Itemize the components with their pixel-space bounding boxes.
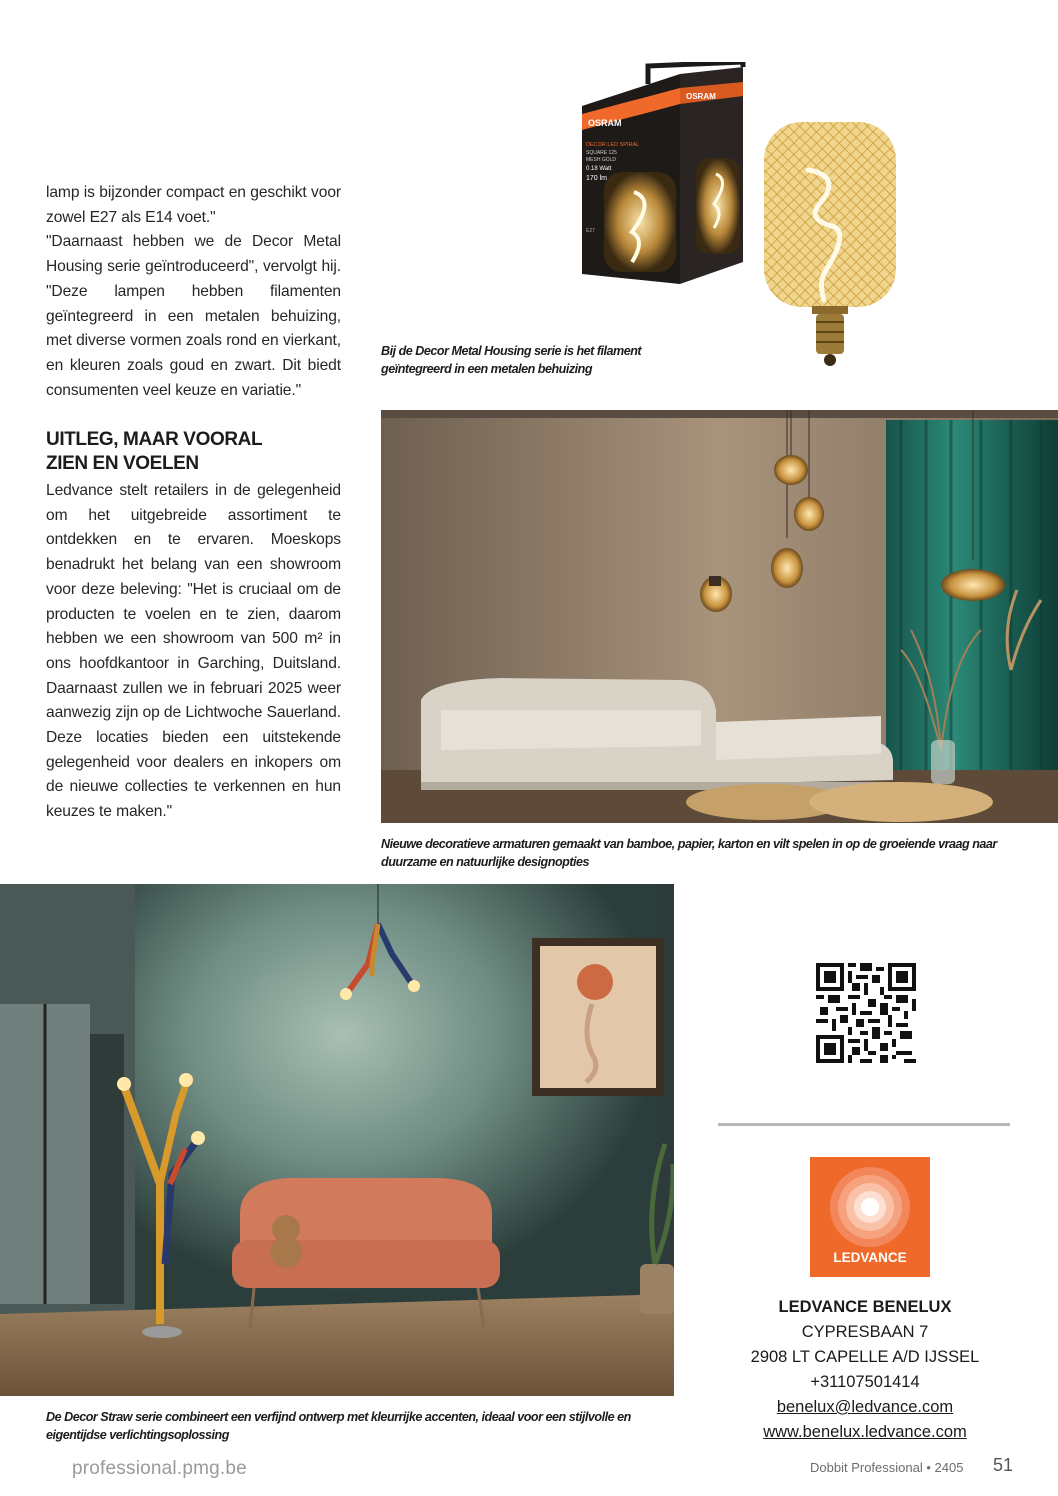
contact-city: 2908 LT CAPELLE A/D IJSSEL [750,1348,980,1366]
section-heading-line-2: ZIEN EN VOELEN [46,453,199,474]
contact-website-link[interactable]: www.benelux.ledvance.com [763,1423,967,1441]
page-number: 51 [993,1455,1014,1475]
living-room-photo [381,410,1058,823]
body-paragraph: Ledvance stelt retailers in de gelegenheid om het uitgebreide assortiment te ontdekken en te ervaren. Moeskops benadrukt het belang van een showroom voor deze beleving: "Het is cruciaal om de producten te voelen en te zien, daarom hebben we een showroom van 500 m² in ons hoofdkantoor in Garching, Duitsland. Daarnaast zullen we in februari 2025 weer aanwezig zijn op de Lichtwoche Sauerland. Deze locaties bieden een uitstekende gelegenheid voor dealers en inkopers om de nieuwe collecties te verkennen en hun keuzes te maken." [46,482,341,821]
box-watt: 0.18 Watt [586,166,612,172]
box-line-3: MESH GOLD [586,157,617,163]
mesh-bulb-image [760,120,900,368]
box-line-1: DECOR LED SPIRAL [586,142,640,148]
footer-issue: Dobbit Professional • 2405 [810,1460,964,1475]
straw-photo [0,884,674,1396]
caption-living-room: Nieuwe decoratieve armaturen gemaakt van bamboe, papier, karton en vilt spelen in op de groeiende vraag naar duurzame en natuurlijke designopties [381,837,997,869]
box-line-2: SQUARE 125 [586,150,617,156]
box-lumen: 170 lm [586,175,608,182]
contact-email-link[interactable]: benelux@ledvance.com [776,1398,954,1416]
contact-street: CYPRESBAAN 7 [801,1323,929,1341]
caption-straw: De Decor Straw serie combineert een verfijnd ontwerp met kleurrijke accenten, ideaal voor een stijlvolle en eigentijdse verlichtingsoplossing [46,1410,631,1442]
intro-paragraph-2: "Daarnaast hebben we de Decor Metal Housing serie geïntroduceerd", vervolgt hij. "Deze lampen hebben filamenten geïntegreerd in een metalen behuizing, met diverse vormen zoals rond en vierkant, en kleuren zoals goud en zwart. Dit biedt consumenten veel keuze en variatie." [46,233,341,399]
intro-text [46,181,341,403]
contact-phone: +31107501414 [810,1373,920,1391]
qr-code[interactable] [816,963,916,1063]
section-heading [46,428,346,476]
ledvance-logo [810,1157,930,1277]
contact-company: LEDVANCE BENELUX [778,1298,952,1316]
section-heading-line-1: UITLEG, MAAR VOORAL [46,429,263,450]
logo-text: LEDVANCE [833,1250,907,1265]
divider [718,1123,1010,1126]
footer-site[interactable]: professional.pmg.be [72,1458,247,1479]
product-box-image [578,62,778,292]
caption-metal-housing: Bij de Decor Metal Housing serie is het filament geïntegreerd in een metalen behuizing [381,344,642,376]
intro-paragraph-1: lamp is bijzonder compact en geschikt voor zowel E27 als E14 voet." [46,184,341,226]
box-brand: OSRAM [588,118,622,128]
box-brand-side: OSRAM [686,92,716,101]
box-base: E27 [586,228,595,234]
body-text [46,479,341,825]
